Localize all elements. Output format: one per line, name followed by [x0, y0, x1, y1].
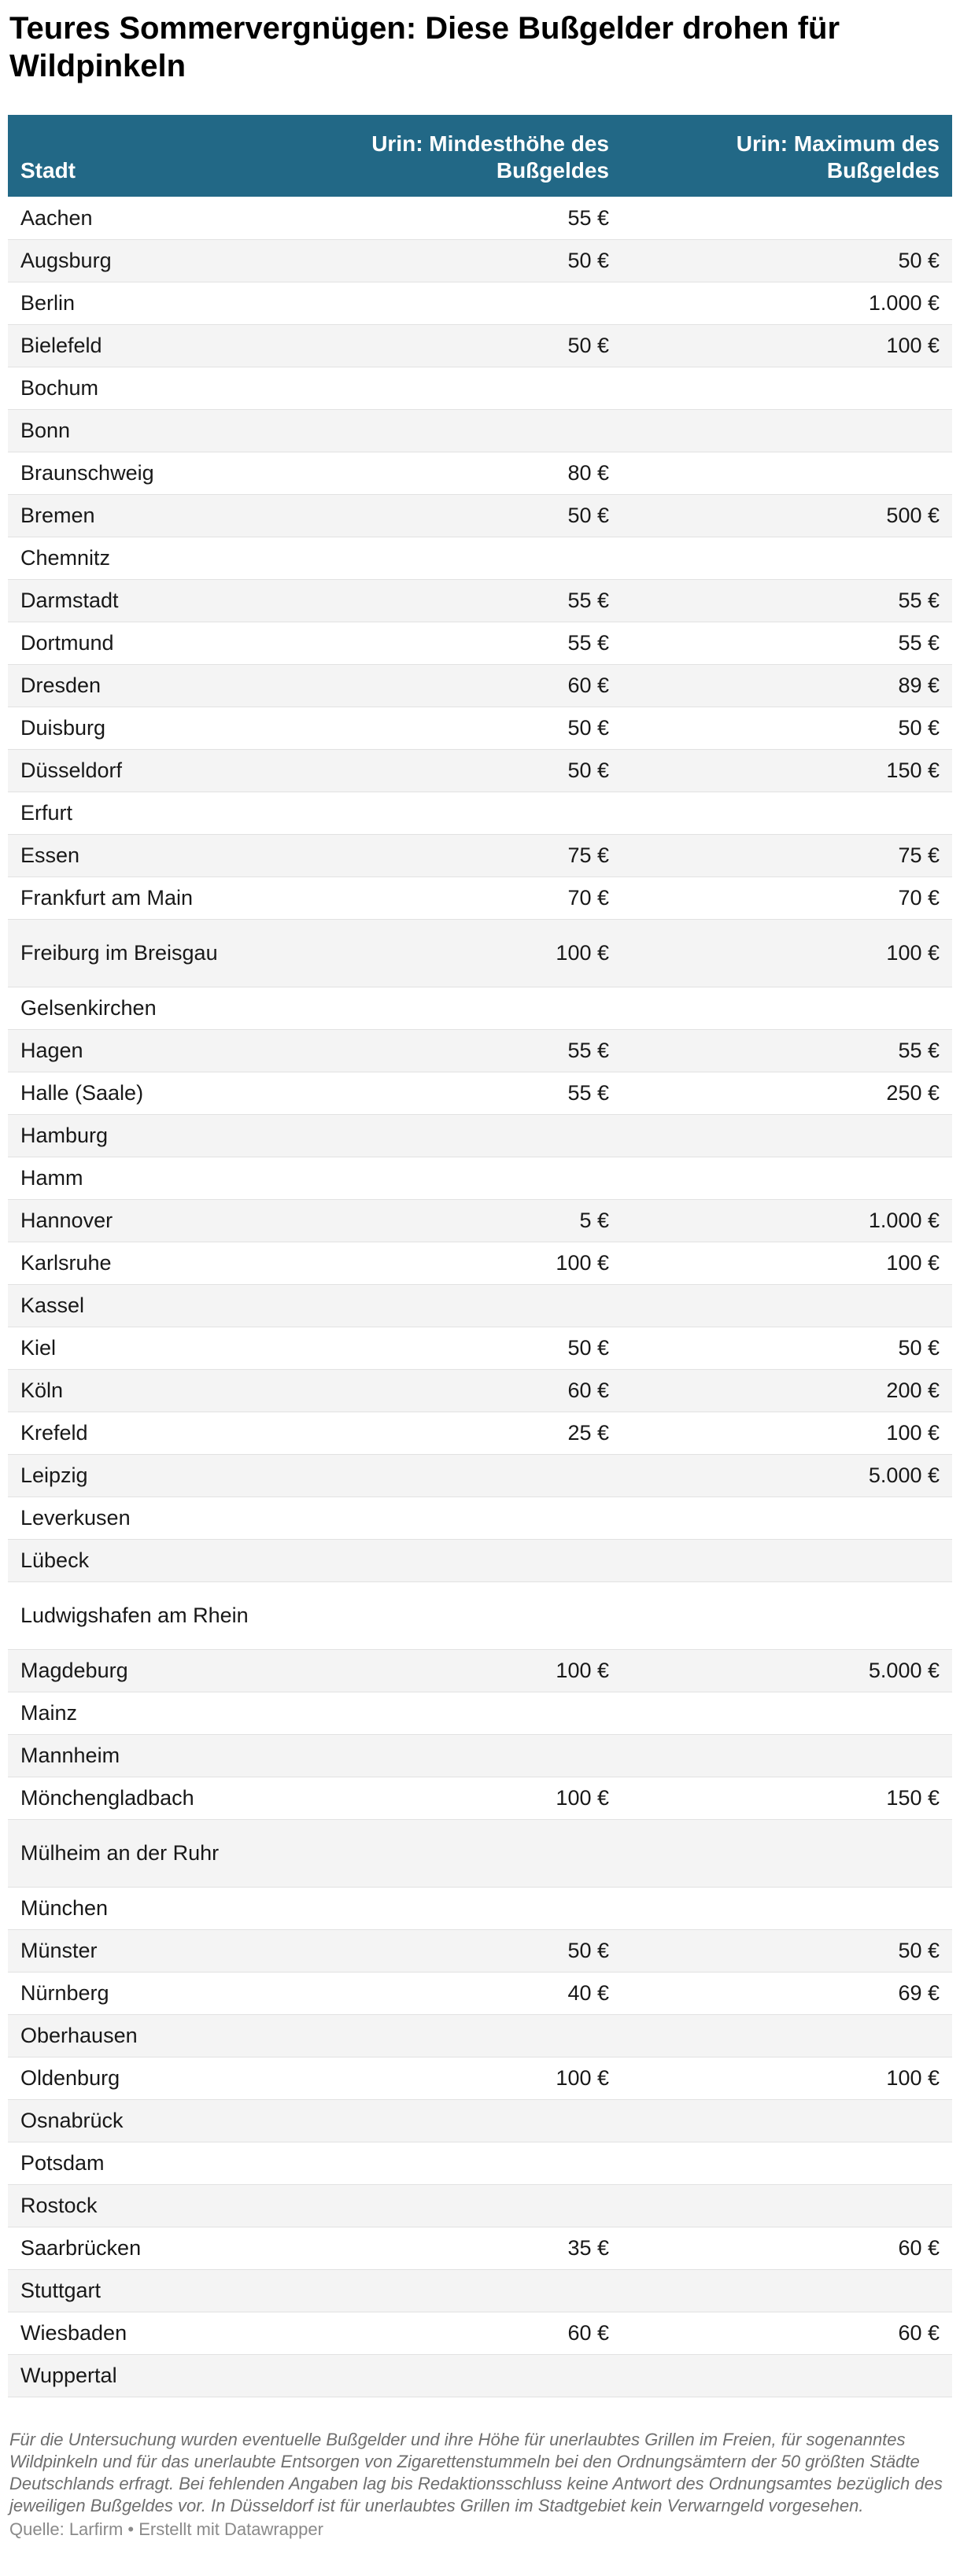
table-row	[8, 1157, 952, 1199]
cell-max-fine: 75 €	[622, 834, 952, 877]
cell-city: Aachen	[8, 197, 291, 239]
cell-min-fine	[291, 1114, 622, 1157]
cell-min-fine: 35 €	[291, 2227, 622, 2269]
table-row	[8, 1929, 952, 1972]
cell-min-fine	[291, 987, 622, 1029]
cell-city: Halle (Saale)	[8, 1072, 291, 1114]
cell-max-fine	[622, 1819, 952, 1887]
cell-min-fine: 75 €	[291, 834, 622, 877]
cell-max-fine: 100 €	[622, 1412, 952, 1454]
cell-max-fine: 50 €	[622, 1327, 952, 1369]
table-row	[8, 2269, 952, 2312]
cell-max-fine: 55 €	[622, 579, 952, 622]
cell-max-fine: 1.000 €	[622, 1199, 952, 1242]
cell-city: Hamm	[8, 1157, 291, 1199]
cell-city: Kassel	[8, 1284, 291, 1327]
table-row	[8, 749, 952, 792]
cell-city: Duisburg	[8, 707, 291, 749]
cell-max-fine: 55 €	[622, 622, 952, 664]
table-row	[8, 409, 952, 452]
fines-table	[8, 115, 952, 2397]
table-row	[8, 1887, 952, 1929]
table-row	[8, 2354, 952, 2397]
cell-max-fine	[622, 2014, 952, 2057]
table-row	[8, 1972, 952, 2014]
cell-max-fine	[622, 1581, 952, 1649]
footnote: Für die Untersuchung wurden eventuelle Bußgelder und ihre Höhe für unerlaubtes Grillen im Freien, für sogenanntes Wildpinkeln und für das unerlaubte Entsorgen von Zigarettenstummeln bei den Ordnungsämtern der 50 größten Städte Deutschlands erfragt. Bei fehlenden Angaben lag bis Redaktionsschluss keine Antwort des Ordnungsamtes bezüglich des jeweiligen Bußgeldes vor. In Düsseldorf ist für unerlaubtes Grillen im Stadtgebiet kein Verwarngeld vorgesehen.	[9, 2429, 943, 2515]
cell-max-fine	[622, 2142, 952, 2184]
table-row	[8, 579, 952, 622]
cell-max-fine: 5.000 €	[622, 1454, 952, 1497]
table-body	[8, 197, 952, 2397]
cell-max-fine: 50 €	[622, 1929, 952, 1972]
cell-max-fine	[622, 1157, 952, 1199]
cell-max-fine	[622, 1114, 952, 1157]
cell-max-fine: 5.000 €	[622, 1649, 952, 1692]
column-header-city[interactable]: Stadt	[8, 115, 291, 197]
cell-min-fine: 50 €	[291, 239, 622, 282]
table-row	[8, 1072, 952, 1114]
cell-city: Oldenburg	[8, 2057, 291, 2099]
cell-min-fine: 100 €	[291, 1649, 622, 1692]
cell-city: Münster	[8, 1929, 291, 1972]
cell-city: Augsburg	[8, 239, 291, 282]
cell-min-fine: 100 €	[291, 2057, 622, 2099]
cell-min-fine: 50 €	[291, 1929, 622, 1972]
cell-min-fine: 100 €	[291, 919, 622, 987]
table-row	[8, 1497, 952, 1539]
cell-max-fine: 50 €	[622, 239, 952, 282]
cell-city: Köln	[8, 1369, 291, 1412]
cell-max-fine: 150 €	[622, 1777, 952, 1819]
cell-min-fine	[291, 282, 622, 324]
cell-min-fine: 55 €	[291, 1029, 622, 1072]
cell-min-fine: 50 €	[291, 494, 622, 537]
table-row	[8, 494, 952, 537]
table-row	[8, 282, 952, 324]
cell-city: Ludwigshafen am Rhein	[8, 1581, 291, 1649]
cell-max-fine	[622, 1692, 952, 1734]
table-row	[8, 1539, 952, 1581]
cell-max-fine	[622, 792, 952, 834]
cell-city: Stuttgart	[8, 2269, 291, 2312]
cell-min-fine: 55 €	[291, 1072, 622, 1114]
table-row	[8, 367, 952, 409]
cell-max-fine: 70 €	[622, 877, 952, 919]
table-row	[8, 1734, 952, 1777]
cell-max-fine: 69 €	[622, 1972, 952, 2014]
cell-city: Berlin	[8, 282, 291, 324]
table-row	[8, 197, 952, 239]
cell-max-fine	[622, 2184, 952, 2227]
cell-min-fine: 50 €	[291, 749, 622, 792]
cell-min-fine: 40 €	[291, 1972, 622, 2014]
cell-city: Mainz	[8, 1692, 291, 1734]
cell-city: Lübeck	[8, 1539, 291, 1581]
table-row	[8, 707, 952, 749]
table-row	[8, 1114, 952, 1157]
cell-max-fine	[622, 1284, 952, 1327]
cell-city: Nürnberg	[8, 1972, 291, 2014]
cell-max-fine: 500 €	[622, 494, 952, 537]
table-row	[8, 834, 952, 877]
cell-min-fine	[291, 1454, 622, 1497]
table-row	[8, 2312, 952, 2354]
cell-max-fine	[622, 409, 952, 452]
cell-min-fine: 60 €	[291, 1369, 622, 1412]
table-row	[8, 1242, 952, 1284]
table-row	[8, 452, 952, 494]
table-row	[8, 2099, 952, 2142]
cell-min-fine: 60 €	[291, 2312, 622, 2354]
table-row	[8, 1777, 952, 1819]
cell-min-fine: 55 €	[291, 579, 622, 622]
cell-max-fine	[622, 1497, 952, 1539]
cell-min-fine	[291, 2184, 622, 2227]
cell-min-fine	[291, 1497, 622, 1539]
cell-max-fine	[622, 2269, 952, 2312]
cell-city: Chemnitz	[8, 537, 291, 579]
cell-min-fine	[291, 537, 622, 579]
table-row	[8, 987, 952, 1029]
cell-min-fine	[291, 2354, 622, 2397]
cell-min-fine	[291, 1819, 622, 1887]
cell-city: Hamburg	[8, 1114, 291, 1157]
table-row	[8, 622, 952, 664]
cell-max-fine	[622, 537, 952, 579]
cell-city: Saarbrücken	[8, 2227, 291, 2269]
cell-city: München	[8, 1887, 291, 1929]
cell-max-fine	[622, 452, 952, 494]
table-row	[8, 1819, 952, 1887]
cell-max-fine: 60 €	[622, 2227, 952, 2269]
table-row	[8, 2142, 952, 2184]
cell-city: Leipzig	[8, 1454, 291, 1497]
cell-min-fine	[291, 1284, 622, 1327]
cell-min-fine	[291, 2142, 622, 2184]
table-row	[8, 537, 952, 579]
cell-city: Dresden	[8, 664, 291, 707]
cell-max-fine	[622, 197, 952, 239]
cell-min-fine: 70 €	[291, 877, 622, 919]
table-row	[8, 1369, 952, 1412]
table-row	[8, 324, 952, 367]
cell-min-fine	[291, 2269, 622, 2312]
cell-max-fine: 100 €	[622, 919, 952, 987]
cell-min-fine: 100 €	[291, 1777, 622, 1819]
cell-max-fine: 150 €	[622, 749, 952, 792]
cell-city: Bochum	[8, 367, 291, 409]
table-row	[8, 1327, 952, 1369]
table-row	[8, 239, 952, 282]
cell-min-fine	[291, 1539, 622, 1581]
cell-min-fine	[291, 1887, 622, 1929]
cell-city: Rostock	[8, 2184, 291, 2227]
cell-city: Magdeburg	[8, 1649, 291, 1692]
cell-city: Gelsenkirchen	[8, 987, 291, 1029]
table-row	[8, 919, 952, 987]
cell-city: Frankfurt am Main	[8, 877, 291, 919]
cell-max-fine: 250 €	[622, 1072, 952, 1114]
table-row	[8, 2057, 952, 2099]
cell-city: Erfurt	[8, 792, 291, 834]
table-row	[8, 877, 952, 919]
cell-city: Essen	[8, 834, 291, 877]
table-row	[8, 1581, 952, 1649]
cell-min-fine	[291, 1581, 622, 1649]
cell-city: Freiburg im Breisgau	[8, 919, 291, 987]
cell-city: Mülheim an der Ruhr	[8, 1819, 291, 1887]
cell-min-fine: 50 €	[291, 707, 622, 749]
cell-city: Bielefeld	[8, 324, 291, 367]
table-row	[8, 792, 952, 834]
cell-min-fine	[291, 1692, 622, 1734]
cell-city: Wiesbaden	[8, 2312, 291, 2354]
cell-city: Braunschweig	[8, 452, 291, 494]
cell-city: Potsdam	[8, 2142, 291, 2184]
cell-max-fine	[622, 1539, 952, 1581]
cell-min-fine: 55 €	[291, 622, 622, 664]
table-row	[8, 2014, 952, 2057]
table-header	[8, 115, 952, 197]
column-header-max-fine[interactable]: Urin: Maximum des Bußgeldes	[622, 115, 952, 197]
cell-max-fine: 60 €	[622, 2312, 952, 2354]
source-line: Quelle: Larfirm • Erstellt mit Datawrapper	[9, 2519, 323, 2539]
cell-max-fine	[622, 367, 952, 409]
cell-max-fine	[622, 2354, 952, 2397]
table-row	[8, 1649, 952, 1692]
cell-city: Bonn	[8, 409, 291, 452]
table-row	[8, 2184, 952, 2227]
cell-min-fine	[291, 1734, 622, 1777]
cell-max-fine	[622, 987, 952, 1029]
cell-max-fine	[622, 1887, 952, 1929]
cell-min-fine: 60 €	[291, 664, 622, 707]
cell-max-fine: 89 €	[622, 664, 952, 707]
cell-city: Mannheim	[8, 1734, 291, 1777]
cell-min-fine	[291, 367, 622, 409]
cell-min-fine: 50 €	[291, 1327, 622, 1369]
cell-max-fine: 100 €	[622, 1242, 952, 1284]
cell-city: Bremen	[8, 494, 291, 537]
cell-city: Hannover	[8, 1199, 291, 1242]
cell-min-fine	[291, 409, 622, 452]
cell-city: Hagen	[8, 1029, 291, 1072]
cell-max-fine: 50 €	[622, 707, 952, 749]
table-row	[8, 2227, 952, 2269]
table-row	[8, 1692, 952, 1734]
cell-max-fine: 1.000 €	[622, 282, 952, 324]
cell-max-fine	[622, 2099, 952, 2142]
cell-min-fine	[291, 2014, 622, 2057]
cell-city: Mönchengladbach	[8, 1777, 291, 1819]
cell-max-fine: 55 €	[622, 1029, 952, 1072]
table-row	[8, 1412, 952, 1454]
table-row	[8, 1029, 952, 1072]
column-header-min-fine[interactable]: Urin: Mindesthöhe des Bußgeldes	[291, 115, 622, 197]
cell-min-fine	[291, 2099, 622, 2142]
cell-city: Karlsruhe	[8, 1242, 291, 1284]
cell-city: Kiel	[8, 1327, 291, 1369]
cell-city: Düsseldorf	[8, 749, 291, 792]
cell-city: Oberhausen	[8, 2014, 291, 2057]
cell-city: Leverkusen	[8, 1497, 291, 1539]
cell-min-fine	[291, 1157, 622, 1199]
cell-min-fine: 100 €	[291, 1242, 622, 1284]
table-row	[8, 1199, 952, 1242]
page-title: Teures Sommervergnügen: Diese Bußgelder drohen für Wildpinkeln	[9, 11, 840, 83]
table-row	[8, 1284, 952, 1327]
cell-min-fine: 5 €	[291, 1199, 622, 1242]
cell-city: Wuppertal	[8, 2354, 291, 2397]
cell-max-fine: 200 €	[622, 1369, 952, 1412]
table-row	[8, 664, 952, 707]
cell-city: Osnabrück	[8, 2099, 291, 2142]
cell-max-fine	[622, 1734, 952, 1777]
cell-min-fine: 55 €	[291, 197, 622, 239]
cell-min-fine: 50 €	[291, 324, 622, 367]
cell-city: Darmstadt	[8, 579, 291, 622]
cell-max-fine: 100 €	[622, 324, 952, 367]
cell-city: Krefeld	[8, 1412, 291, 1454]
cell-city: Dortmund	[8, 622, 291, 664]
cell-min-fine: 25 €	[291, 1412, 622, 1454]
cell-min-fine	[291, 792, 622, 834]
table-row	[8, 1454, 952, 1497]
cell-max-fine: 100 €	[622, 2057, 952, 2099]
cell-min-fine: 80 €	[291, 452, 622, 494]
